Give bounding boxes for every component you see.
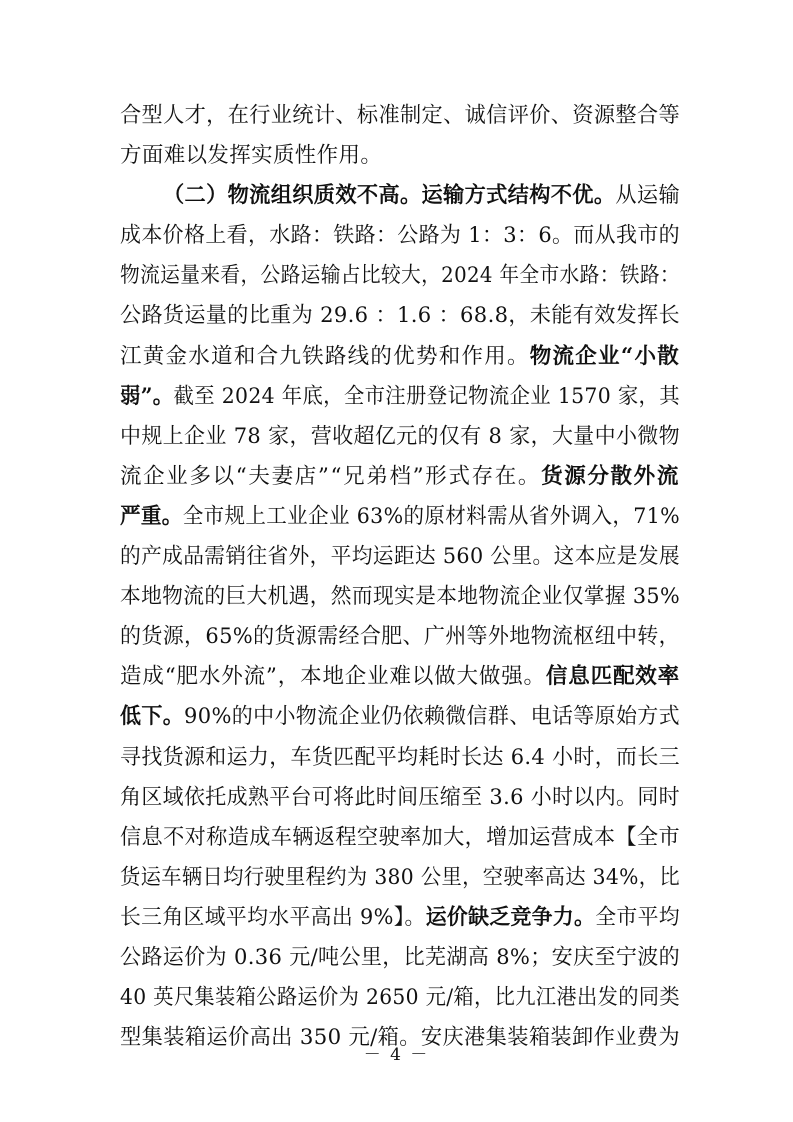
text-segment: 全市平均 [595, 904, 680, 930]
text-segment: 物流运量来看，公路运输占比较大，2024 年全市水路：铁路： [120, 263, 680, 289]
text-line [120, 457, 680, 497]
text-line [120, 738, 680, 778]
text-segment: 造成“肥水外流”，本地企业难以做大做强。 [120, 664, 546, 690]
text-segment: 型集装箱运价高出 350 元/箱。安庆港集装箱装卸作业费为 [120, 1025, 680, 1051]
text-line [120, 978, 680, 1018]
bold-text-segment: （二）物流组织质效不高。运输方式结构不优。 [163, 183, 616, 209]
text-segment: 从运输 [615, 183, 680, 209]
text-line [120, 216, 680, 256]
text-segment: 成本价格上看，水路：铁路：公路为 1：3：6。而从我市的 [120, 223, 680, 249]
text-segment: 货运车辆日均行驶里程约为 380 公里，空驶率高达 34%，比 [120, 864, 680, 890]
body-text [120, 96, 680, 1058]
text-segment: 公路运价为 0.36 元/吨公里，比芜湖高 8%；安庆至宁波的 [120, 944, 680, 970]
text-segment: 的产成品需销往省外，平均运距达 560 公里。这本应是发展 [120, 544, 680, 570]
text-line [120, 778, 680, 818]
text-segment: 本地物流的巨大机遇，然而现实是本地物流企业仅掌握 35% [120, 584, 680, 610]
bold-text-segment: 严重。 [120, 503, 183, 529]
text-line [120, 577, 680, 617]
bold-text-segment: 弱”。 [120, 383, 174, 409]
text-segment: 40 英尺集装箱公路运价为 2650 元/箱，比九江港出发的同类 [120, 985, 680, 1011]
text-line [120, 256, 680, 296]
text-line [120, 176, 680, 216]
text-segment: 信息不对称造成车辆返程空驶率加大，增加运营成本【全市 [120, 824, 680, 850]
text-line [120, 377, 680, 417]
text-line [120, 537, 680, 577]
bold-text-segment: 信息匹配效率 [545, 664, 680, 690]
text-segment: 90%的中小物流企业仍依赖微信群、电话等原始方式 [184, 704, 680, 730]
text-line [120, 938, 680, 978]
text-line [120, 417, 680, 457]
text-segment: 公路货运量的比重为 29.6 ：1.6 ：68.8，未能有效发挥长 [120, 303, 680, 329]
text-segment: 长三角区域平均水平高出 9%】。 [120, 904, 426, 930]
text-line [120, 617, 680, 657]
text-segment: 寻找货源和运力，车货匹配平均耗时长达 6.4 小时，而长三 [120, 744, 680, 770]
text-segment: 的货源，65%的货源需经合肥、广州等外地物流枢纽中转， [120, 624, 680, 650]
bold-text-segment: 低下。 [120, 704, 185, 730]
text-segment: 合型人才，在行业统计、标准制定、诚信评价、资源整合等 [120, 103, 680, 128]
text-segment: 全市规上工业企业 63%的原材料需从省外调入，71% [182, 503, 680, 529]
text-segment: 角区域依托成熟平台可将此时间压缩至 3.6 小时以内。同时 [120, 784, 680, 810]
page-number: － 4 － [363, 1045, 430, 1065]
text-line [120, 858, 680, 898]
text-segment: 方面难以发挥实质性作用。 [120, 143, 383, 169]
text-line [120, 337, 680, 377]
text-line [120, 136, 680, 176]
bold-text-segment: 货源分散外流 [541, 463, 680, 489]
text-line [120, 818, 680, 858]
bold-text-segment: 物流企业“小散 [529, 343, 680, 369]
text-line [120, 657, 680, 697]
text-line [120, 296, 680, 336]
text-segment: 江黄金水道和合九铁路线的优势和作用。 [120, 343, 530, 369]
bold-text-segment: 运价缺乏竞争力。 [425, 904, 596, 930]
text-line [120, 898, 680, 938]
text-segment: 中规上企业 78 家，营收超亿元的仅有 8 家，大量中小微物 [120, 423, 680, 449]
text-segment: 截至 2024 年底，全市注册登记物流企业 1570 家，其 [173, 383, 680, 409]
text-line [120, 96, 680, 136]
text-line [120, 697, 680, 737]
text-line [120, 497, 680, 537]
text-segment: 流企业多以“夫妻店”“兄弟档”形式存在。 [120, 463, 542, 489]
